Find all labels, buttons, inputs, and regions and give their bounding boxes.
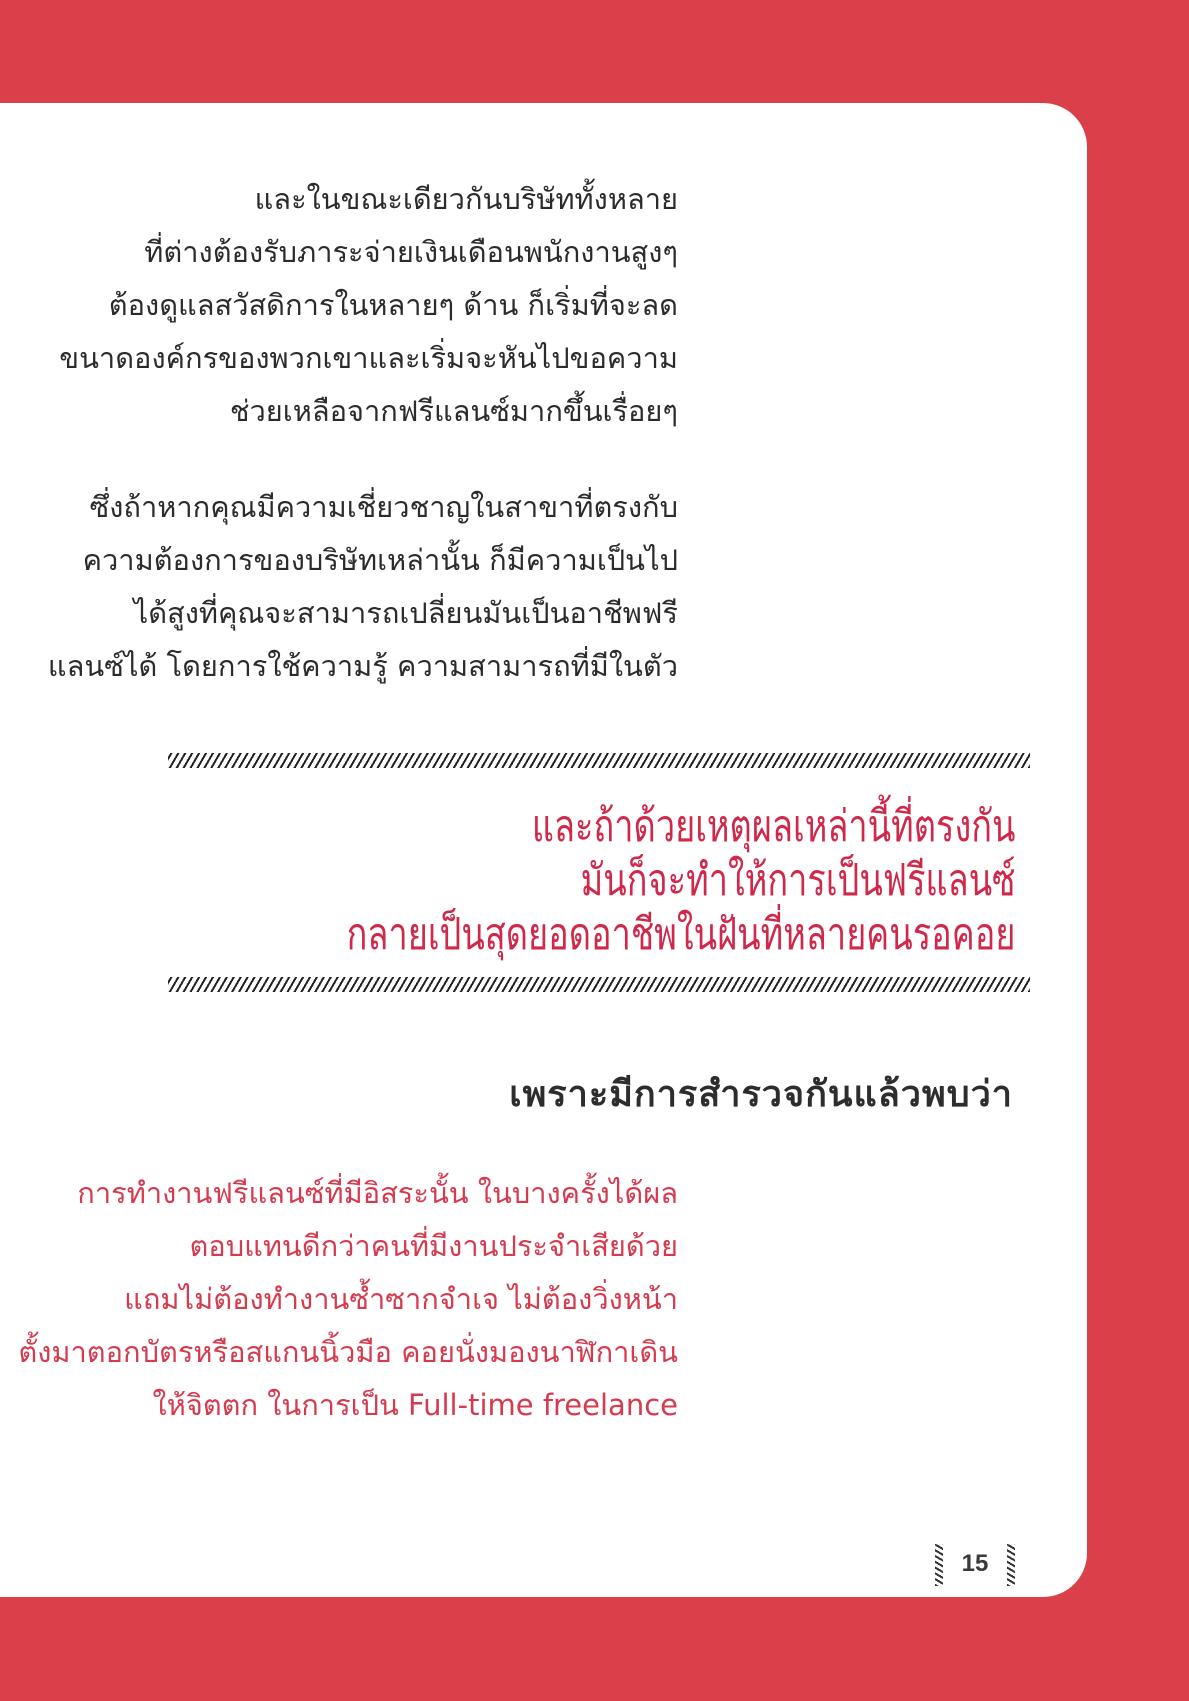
pull-quote <box>346 800 1015 962</box>
pull-quote-line: มันก็จะทำให้การเป็นฟรีแลนซ์ <box>580 855 1015 906</box>
paragraph-line: ให้จิตตก ในการเป็น Full-time freelance <box>152 1388 678 1422</box>
body-paragraph-2 <box>48 481 678 693</box>
paragraph-line: ความต้องการของบริษัทเหล่านั้น ก็มีความเป็นไป <box>82 543 678 577</box>
paragraph-line: ขนาดองค์กรของพวกเขาและเริ่มจะหันไปขอความ <box>59 341 678 375</box>
body-paragraph-1 <box>59 173 678 438</box>
section-subheading: เพราะมีการสำรวจกันแล้วพบว่า <box>509 1074 1013 1115</box>
page-sheet <box>0 103 1087 1597</box>
paragraph-line: แถมไม่ต้องทำงานซ้ำซากจำเจ ไม่ต้องวิ่งหน้า <box>124 1282 678 1316</box>
survey-paragraph <box>18 1167 678 1432</box>
paragraph-line: ที่ต่างต้องรับภาระจ่ายเงินเดือนพนักงานสูงๆ <box>144 235 678 269</box>
paragraph-line: ต้องดูแลสวัสดิการในหลายๆ ด้าน ก็เริ่มที่จะลด <box>108 288 678 322</box>
paragraph-line: ซึ่งถ้าหากคุณมีความเชี่ยวชาญในสาขาที่ตรงกับ <box>89 490 678 524</box>
hatched-divider-top <box>168 753 1030 768</box>
hatched-divider-bottom <box>168 977 1030 992</box>
page-number-badge <box>935 1542 1015 1586</box>
pull-quote-line: และถ้าด้วยเหตุผลเหล่านี้ที่ตรงกัน <box>531 801 1015 852</box>
page-number: 15 <box>961 1550 989 1577</box>
paragraph-line: ตอบแทนดีกว่าคนที่มีงานประจำเสียด้วย <box>189 1229 678 1263</box>
paragraph-line: ตั้งมาตอกบัตรหรือสแกนนิ้วมือ คอยนั่งมองนาฬิกาเดิน <box>18 1335 678 1369</box>
paragraph-line: ช่วยเหลือจากฟรีแลนซ์มากขึ้นเรื่อยๆ <box>229 394 678 428</box>
paragraph-line: การทำงานฟรีแลนซ์ที่มีอิสระนั้น ในบางครั้งได้ผล <box>77 1176 678 1210</box>
pull-quote-line: กลายเป็นสุดยอดอาชีพในฝันที่หลายคนรอคอย <box>346 909 1015 960</box>
paragraph-line: แลนซ์ได้ โดยการใช้ความรู้ ความสามารถที่มีในตัว <box>47 649 678 683</box>
badge-hatch-right <box>1007 1544 1015 1586</box>
paragraph-line: ได้สูงที่คุณจะสามารถเปลี่ยนมันเป็นอาชีพฟรี <box>133 596 678 630</box>
paragraph-line: และในขณะเดียวกันบริษัททั้งหลาย <box>254 182 678 216</box>
